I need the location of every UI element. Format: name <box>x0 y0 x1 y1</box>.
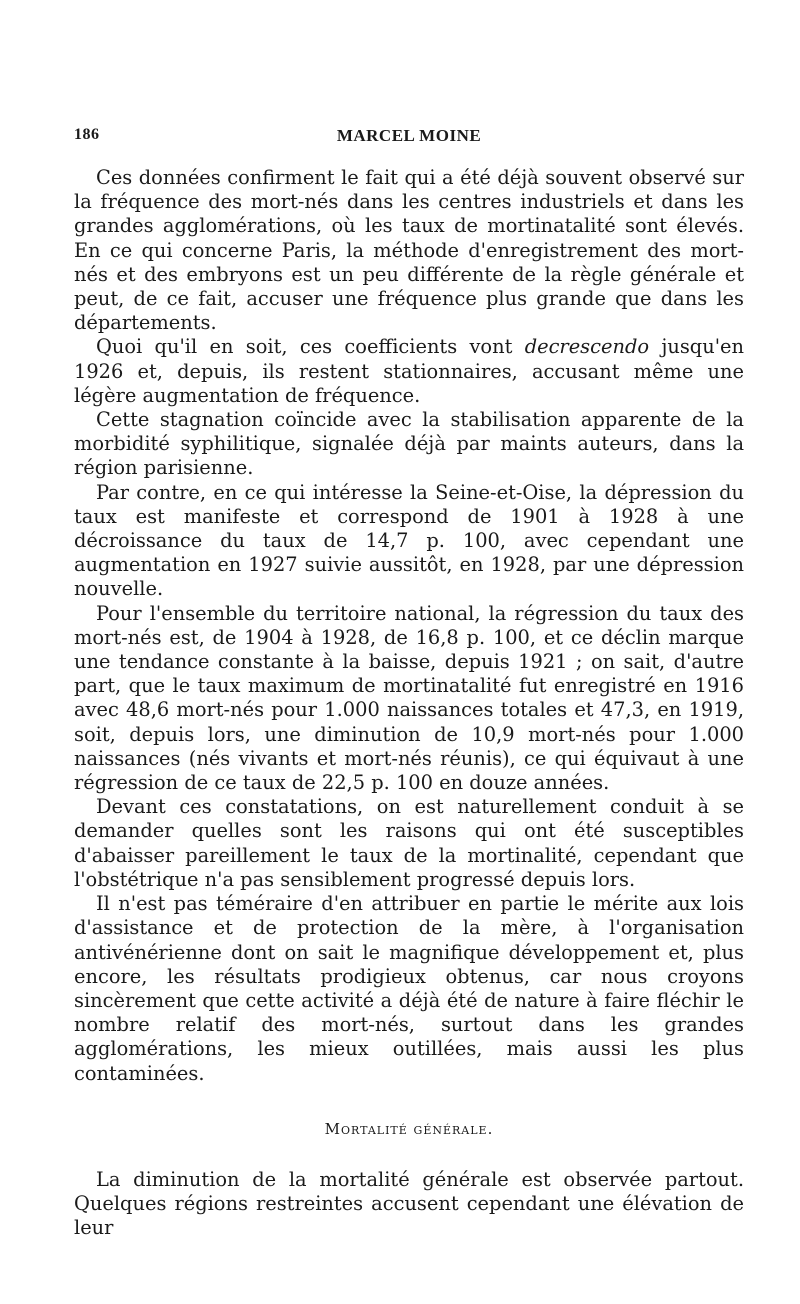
paragraph-2 <box>74 335 744 408</box>
paragraph-2-text-before: Quoi qu'il en soit, ces coefficients vont <box>96 335 525 359</box>
paragraph-2-text-after: jusqu'en 1926 et, depuis, ils restent stationnaires, accusant même une légère augmentation de fréquence. <box>74 335 744 407</box>
section-paragraph-1: La diminution de la mortalité générale est observée partout. Quelques régions restreintes accusent cependant une élévation de leur <box>74 1167 744 1240</box>
paragraph-6: Devant ces constatations, on est naturellement conduit à se demander quelles sont les raisons qui ont été susceptibles d'abaisser pareillement le taux de la mortinalité, cependant que l'obstétrique n'a pas sensiblement progressé depuis lors. <box>74 795 744 891</box>
running-title: MARCEL MOINE <box>336 126 482 145</box>
paragraph-4: Par contre, en ce qui intéresse la Seine-et-Oise, la dépression du taux est manifeste et correspond de 1901 à 1928 à une décroissance du taux de 14,7 p. 100, avec cependant une augmentation en 1927 suivie aussitôt, en 1928, par une dépression nouvelle. <box>74 480 744 601</box>
paragraph-5: Pour l'ensemble du territoire national, la régression du taux des mort-nés est, de 1904 à 1928, de 16,8 p. 100, et ce déclin marque une tendance constante à la baisse, depuis 1921 ; on sait, d'autre part, que le taux maximum de mortinatalité fut enregistré en 1916 avec 48,6 mort-nés pour 1.000 naissances totales et 47,3, en 1919, soit, depuis lors, une diminution de 10,9 mort-nés pour 1.000 naissances (nés vivants et mort-nés réunis), ce qui équivaut à une régression de ce taux de 22,5 p. 100 en douze années. <box>74 601 744 795</box>
paragraph-2-emphasis: decrescendo <box>524 335 650 359</box>
section-body-text <box>74 1168 744 1241</box>
paragraph-3: Cette stagnation coïncide avec la stabilisation apparente de la morbidité syphilitique, signalée déjà par maints auteurs, dans la région parisienne. <box>74 408 744 480</box>
section-heading: Mortalité générale. <box>324 1119 494 1138</box>
running-head <box>74 118 744 148</box>
page-number: 186 <box>74 126 100 143</box>
paragraph-1: Ces données confirment le fait qui a été déjà souvent observé sur la fréquence des mort-nés dans les centres industriels et dans les grandes agglomérations, où les taux de mortinatalité sont élevés. En ce qui concerne Paris, la méthode d'enregistrement des mort-nés et des embryons est un peu différente de la règle générale et peut, de ce fait, accuser une fréquence plus grande que dans les départements. <box>74 166 744 335</box>
paragraph-7: Il n'est pas téméraire d'en attribuer en partie le mérite aux lois d'assistance et de protection de la mère, à l'organisation antivénérienne dont on sait le magnifique développement et, plus encore, les résultats prodigieux obtenus, car nous croyons sincèrement que cette activité a déjà été de nature à faire fléchir le nombre relatif des mort-nés, surtout dans les grandes agglomérations, les mieux outillées, mais aussi les plus contaminées. <box>74 892 744 1085</box>
page <box>74 118 744 1240</box>
body-text <box>74 166 744 1086</box>
